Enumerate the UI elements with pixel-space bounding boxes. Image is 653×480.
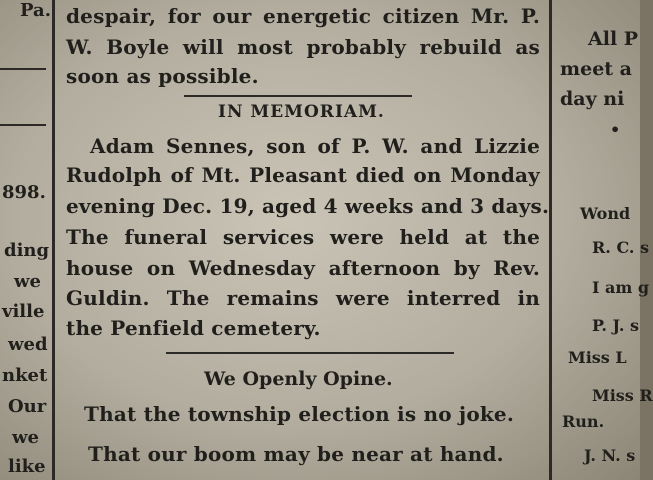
memoriam-line: Guldin. The remains were interred in bbox=[66, 286, 540, 310]
opine-heading: We Openly Opine. bbox=[204, 368, 393, 390]
opine-line: That our boom may be near at hand. bbox=[88, 442, 504, 466]
right-fragment: meet a bbox=[560, 58, 632, 80]
left-rule bbox=[0, 68, 46, 70]
section-divider bbox=[166, 352, 454, 354]
left-fragment: Pa. bbox=[20, 0, 51, 21]
left-fragment: nket bbox=[2, 365, 48, 386]
right-fragment: Wond bbox=[580, 204, 631, 223]
left-fragment: wed bbox=[8, 334, 48, 355]
section-divider bbox=[184, 95, 412, 97]
paragraph-line: soon as possible. bbox=[66, 64, 259, 88]
paragraph-line: despair, for our energetic citizen Mr. P. bbox=[66, 4, 540, 28]
right-fragment: P. J. s bbox=[592, 316, 639, 335]
left-fragment: we bbox=[12, 427, 39, 448]
left-fragment: like bbox=[8, 456, 46, 477]
right-fragment: R. C. s bbox=[592, 238, 650, 257]
memoriam-line: Rudolph of Mt. Pleasant died on Monday bbox=[66, 163, 540, 187]
memoriam-line: house on Wednesday afternoon by Rev. bbox=[66, 256, 540, 280]
memoriam-line: Adam Sennes, son of P. W. and Lizzie bbox=[90, 134, 540, 158]
opine-line: That the township election is no joke. bbox=[84, 402, 515, 426]
right-fragment: Run. bbox=[562, 412, 605, 431]
left-fragment: ding bbox=[4, 240, 50, 261]
memoriam-heading: IN MEMORIAM. bbox=[218, 102, 385, 122]
right-fragment: I am g bbox=[592, 278, 650, 297]
right-fragment: Miss R bbox=[592, 386, 653, 405]
paragraph-line: W. Boyle will most probably rebuild as bbox=[66, 35, 540, 59]
bullet-dot: • bbox=[610, 120, 621, 139]
memoriam-line: evening Dec. 19, aged 4 weeks and 3 days. bbox=[66, 194, 550, 218]
left-fragment: 898. bbox=[2, 182, 46, 203]
left-fragment: ville bbox=[2, 301, 45, 322]
left-fragment: we bbox=[14, 271, 41, 292]
right-fragment: J. N. s bbox=[584, 446, 636, 465]
right-fragment: day ni bbox=[560, 88, 625, 110]
right-fragment: Miss L bbox=[568, 348, 627, 367]
memoriam-line: the Penfield cemetery. bbox=[66, 316, 321, 340]
memoriam-line: The funeral services were held at the bbox=[66, 225, 540, 249]
column-rule-right bbox=[549, 0, 552, 480]
left-fragment: Our bbox=[8, 396, 47, 417]
left-rule bbox=[0, 124, 46, 126]
right-fragment: All P bbox=[588, 28, 639, 50]
column-rule-left bbox=[52, 0, 55, 480]
